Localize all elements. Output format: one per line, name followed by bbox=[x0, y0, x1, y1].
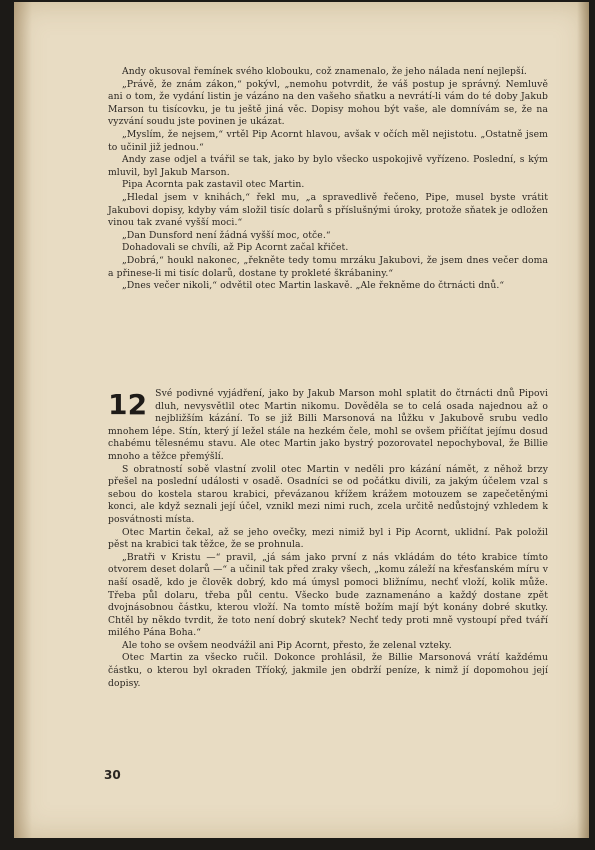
text-section-2 bbox=[108, 388, 548, 690]
paragraph: Andy zase odjel a tvářil se tak, jako by bylo všecko uspokojivě vyřízeno. Poslední, s kým mluvil, byl Jakub Marson. bbox=[108, 154, 548, 178]
paragraph: „Bratři v Kristu —“ pravil, „já sám jako první z nás vkládám do této krabice tímto otvorem deset dolarů —“ a učinil tak před zraky všech, „komu záleží na křesťanském míru v naší osadě, kdo je člověk dobrý, kdo má úmysl pomoci bližnímu, nechť vloží, kolik může. Třeba půl dolaru, třeba půl centu. Všecko bude zaznamenáno a každý dostane zpět dvojnásobnou částku, kterou vloží. Na tomto místě božím mají být konány dobré skutky. Chtěl by někdo tvrdit, že toto není dobrý skutek? Nechť tedy proti mně vystoupí před tváří milého Pána Boha.“ bbox=[108, 551, 548, 639]
paragraph: S obratností sobě vlastní zvolil otec Martin v neděli pro kázání námět, z něhož brzy přešel na poslední události v osadě. Osadníci se od počátku divili, za jakým účelem vzal s sebou do kostela starou krabici, převázanou křížem krážem motouzem se zapečetěnými konci, ale když seznali její účel, vznikl mezi nimi ruch, zcela určitě nedůstojný vzhledem k posvátnosti místa. bbox=[108, 463, 548, 525]
paragraph: Otec Martin za všecko ručil. Dokonce prohlásil, že Billie Marsonová vrátí každému částku, o kterou byl okraden Tříoký, jakmile jen obdrží peníze, k nimž jí dopomohou její dopisy. bbox=[108, 652, 548, 689]
paragraph: „Myslím, že nejsem,“ vrtěl Pip Acornt hlavou, avšak v očích měl nejistotu. „Ostatně jsem to učinil již jednou.“ bbox=[108, 128, 548, 153]
book-page bbox=[14, 2, 589, 838]
text-section-1 bbox=[108, 66, 548, 293]
paragraph: Andy okusoval řemínek svého klobouku, což znamenalo, že jeho nálada není nejlepší. bbox=[122, 66, 527, 77]
paragraph: „Dobrá,“ houkl nakonec, „řekněte tedy tomu mrzáku Jakubovi, že jsem dnes večer doma a přinese-li mi tisíc dolarů, dostane ty prokleté škrábaniny.“ bbox=[108, 254, 548, 279]
paragraph: „Právě, že znám zákon,“ pokývl, „nemohu potvrdit, že váš postup je správný. Nemluvě ani o tom, že vydání listin je vázáno na den vašeho sňatku a nevrátí-li vám do té doby Jakub Marson tu tisícovku, je tu ještě jiná věc. Dopisy mohou být vaše, ale domnívám se, že na vyzvání soudu jste povinen je ukázat. bbox=[108, 78, 548, 128]
paragraph: „Dnes večer nikoli,“ odvětil otec Martin laskavě. „Ale řekněme do čtrnácti dnů.“ bbox=[122, 280, 505, 292]
paragraph: Pipa Acornta pak zastavil otec Martin. bbox=[122, 179, 305, 191]
chapter-number: 12 bbox=[108, 388, 148, 421]
page-number: 30 bbox=[104, 768, 121, 782]
paragraph: Dohadovali se chvíli, až Pip Acornt začal křičet. bbox=[122, 242, 349, 254]
paragraph: „Dan Dunsford není žádná vyšší moc, otče.“ bbox=[122, 229, 331, 241]
paragraph: „Hledal jsem v knihách,“ řekl mu, „a spravedlivě řečeno, Pipe, musel byste vrátit Jakubovi dopisy, kdyby vám složil tisíc dolarů s příslušnými úroky, protože sňatek je odložen vinou tak zvané vyšší moci.“ bbox=[108, 191, 548, 229]
paragraph: Ale toho se ovšem neodvážil ani Pip Acornt, přesto, že zelenal vzteky. bbox=[122, 639, 452, 651]
paragraph: Otec Martin čekal, až se jeho ovečky, mezi nimiž byl i Pip Acornt, uklidní. Pak položil pěst na krabici tak těžce, že se prohnula. bbox=[108, 526, 548, 551]
paragraph: Své podivné vyjádření, jako by Jakub Marson mohl splatit do čtrnácti dnů Pipovi dluh, nevysvětlil otec Martin nikomu. Dověděla se to celá osada najednou až o nejbližším kázání. To se již Billi Marsonová na lůžku v Jakubově srubu vedlo mnohem lépe. Stín, který jí ležel stále na hezkém čele, mohl se ovšem přičítat jejímu dosud chabému tělesnému stavu. Ale otec Martin jako bystrý pozorovatel nepochyboval, že Billie mnoho a těžce přemýšlí. bbox=[108, 388, 548, 462]
